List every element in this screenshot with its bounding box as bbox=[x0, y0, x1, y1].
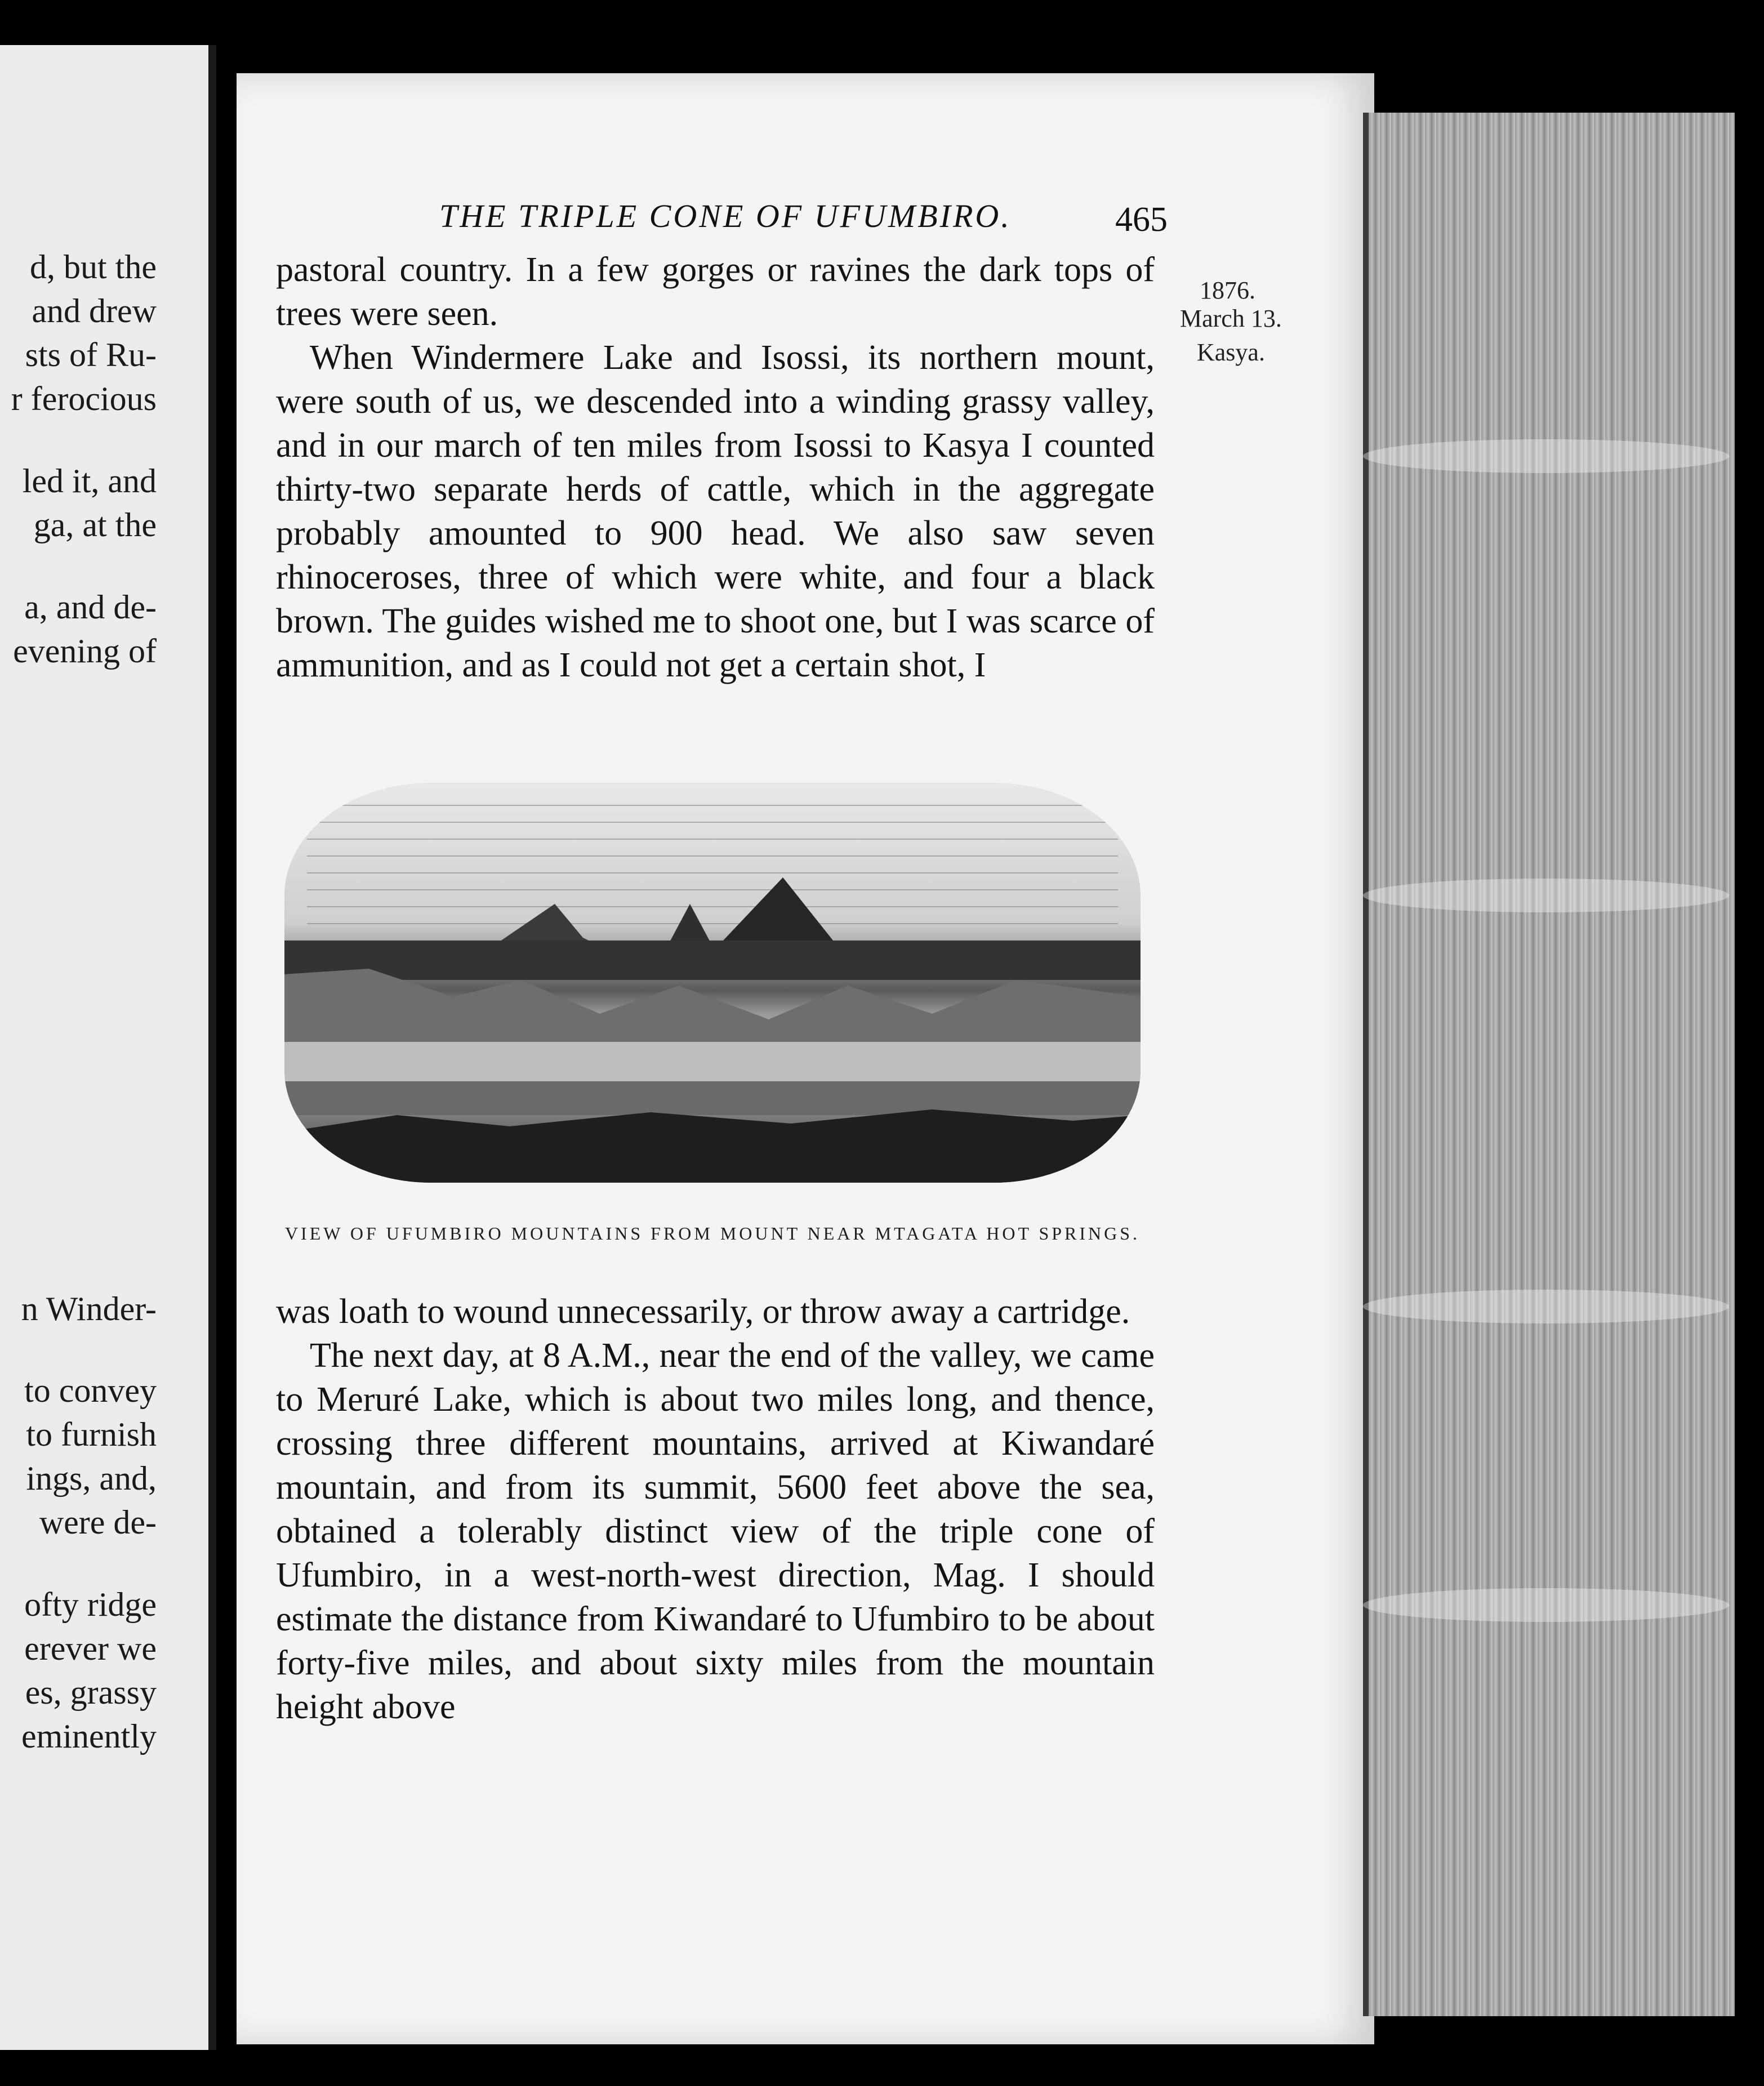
edge-highlight bbox=[1363, 1290, 1729, 1323]
facing-page-line: r ferocious bbox=[11, 380, 157, 417]
facing-page-line: ga, at the bbox=[33, 506, 157, 543]
facing-page-line: led it, and bbox=[22, 462, 157, 500]
facing-page-line: to convey bbox=[24, 1372, 157, 1409]
facing-page-line: n Winder- bbox=[21, 1290, 157, 1327]
facing-page-line: a, and de- bbox=[24, 589, 157, 626]
facing-page-line: eminently bbox=[21, 1718, 157, 1755]
edge-highlight bbox=[1363, 1588, 1729, 1622]
margin-note-year: 1876. bbox=[1200, 277, 1255, 304]
margin-note-place: Kasya. bbox=[1197, 338, 1265, 366]
facing-page-line: and drew bbox=[32, 292, 157, 329]
facing-page-line: sts of Ru- bbox=[25, 336, 157, 373]
edge-highlight bbox=[1363, 439, 1729, 473]
facing-page-line: es, grassy bbox=[25, 1674, 157, 1711]
paragraph: When Windermere Lake and Isossi, its northern mount, were south of us, we descended into a winding grassy valley, and in our march of ten miles from Isossi to Kasya I counted thirty-two separate herds of cattle, which in the aggregate probably amounted to 900 head. We also saw seven rhinoceroses, three of which were white, and four a black brown. The guides wished me to shoot one, but I was scarce of ammunition, and as I could not get a certain shot, I bbox=[276, 338, 1155, 684]
page-block-edge bbox=[1363, 113, 1735, 2016]
body-text-bottom bbox=[276, 1290, 1155, 1729]
body-text-top bbox=[276, 248, 1155, 687]
paragraph: was loath to wound unnecessarily, or throw away a cartridge. bbox=[276, 1292, 1130, 1331]
facing-page-line: to furnish bbox=[26, 1416, 157, 1453]
edge-highlight bbox=[1363, 879, 1729, 912]
facing-page-line: evening of bbox=[13, 632, 157, 670]
engraving-illustration bbox=[284, 783, 1141, 1183]
facing-page-line: ofty ridge bbox=[24, 1586, 157, 1623]
figure-caption: VIEW OF UFUMBIRO MOUNTAINS FROM MOUNT NEAR MTAGATA HOT SPRINGS. bbox=[284, 1223, 1141, 1243]
facing-page-line: d, but the bbox=[30, 248, 157, 286]
facing-page bbox=[0, 45, 216, 2050]
facing-page-line: erever we bbox=[24, 1630, 157, 1667]
engraving-ufumbiro-mountains bbox=[284, 783, 1141, 1183]
margin-note-date: March 13. bbox=[1180, 305, 1282, 332]
paragraph: pastoral country. In a few gorges or ravines the dark tops of trees were seen. bbox=[276, 251, 1155, 333]
paragraph: The next day, at 8 A.M., near the end of the valley, we came to Meruré Lake, which is about two miles long, and thence, crossing three different mountains, arrived at Kiwandaré mountain, and from its summit, 5600 feet above the sea, obtained a tolerably distinct view of the triple cone of Ufumbiro, in a west-north-west direction, Mag. I should estimate the distance from Kiwandaré to Ufumbiro to be about forty-five miles, and about sixty miles from the mountain height above bbox=[276, 1336, 1155, 1726]
running-title: THE TRIPLE CONE OF UFUMBIRO. bbox=[439, 198, 1012, 234]
facing-page-line: were de- bbox=[39, 1504, 157, 1541]
facing-page-line: ings, and, bbox=[26, 1460, 157, 1497]
page-number: 465 bbox=[1115, 200, 1168, 239]
